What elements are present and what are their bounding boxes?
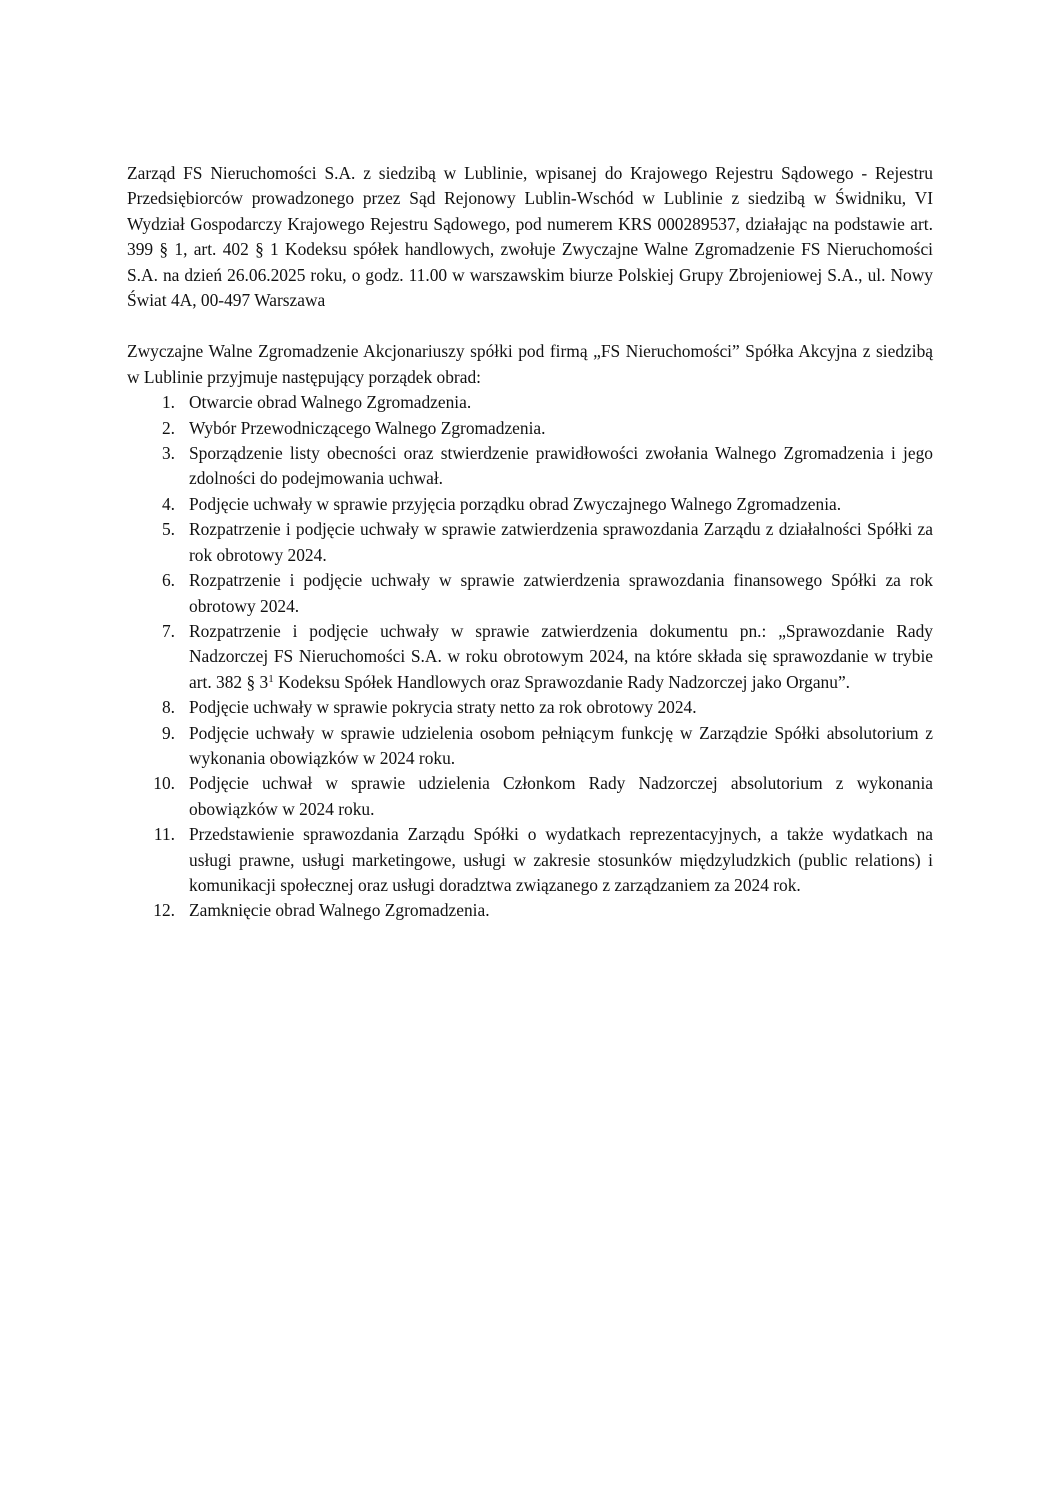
agenda-item	[127, 390, 933, 415]
agenda-item	[127, 416, 933, 441]
agenda-list	[127, 390, 933, 924]
agenda-item	[127, 492, 933, 517]
agenda-item-number: 1.	[161, 392, 175, 413]
agenda-item	[127, 695, 933, 720]
agenda-item-text: Podjęcie uchwały w sprawie pokrycia straty netto za rok obrotowy 2024.	[189, 697, 697, 718]
agenda-item-text: Sporządzenie listy obecności oraz stwierdzenie prawidłowości zwołania Walnego Zgromadzenia i jego zdolności do podejmowania uchwał.	[189, 443, 933, 489]
agenda-item-number: 10.	[153, 773, 175, 794]
superscript-number: 1	[268, 672, 274, 685]
agenda-item	[127, 619, 933, 695]
agenda-item-number: 4.	[161, 493, 175, 514]
agenda-item	[127, 568, 933, 619]
agenda-item-text: Podjęcie uchwały w sprawie przyjęcia porządku obrad Zwyczajnego Walnego Zgromadzenia.	[189, 493, 842, 514]
agenda-intro-paragraph: Zwyczajne Walne Zgromadzenie Akcjonariuszy spółki pod firmą „FS Nieruchomości” Spółka Akcyjna z siedzibą w Lublinie przyjmuje następujący porządek obrad:	[127, 341, 933, 387]
agenda-item-number: 11.	[153, 824, 175, 845]
agenda-item	[127, 517, 933, 568]
agenda-item-text-part: Kodeksu Spółek Handlowych oraz Sprawozdanie Rady Nadzorczej jako Organu”.	[273, 671, 851, 692]
agenda-item-text: Podjęcie uchwały w sprawie udzielenia osobom pełniącym funkcję w Zarządzie Spółki absolutorium z wykonania obowiązków w 2024 roku.	[189, 722, 933, 768]
agenda-item-text: Przedstawienie sprawozdania Zarządu Spółki o wydatkach reprezentacyjnych, a także wydatkach na usługi prawne, usługi marketingowe, usługi w zakresie stosunków międzyludzkich (public relations) i komunikacji społecznej oraz usługi doradztwa związanego z zarządzaniem za 2024 rok.	[189, 824, 933, 895]
agenda-item-number: 7.	[161, 620, 175, 641]
document-page	[127, 161, 933, 924]
agenda-item-number: 6.	[161, 570, 175, 591]
agenda-item-text	[189, 619, 933, 695]
convocation-paragraph: Zarząd FS Nieruchomości S.A. z siedzibą w Lublinie, wpisanej do Krajowego Rejestru Sądowego - Rejestru Przedsiębiorców prowadzonego przez Sąd Rejonowy Lublin-Wschód w Lublinie z siedzibą w Świdniku, VI Wydział Gospodarczy Krajowego Rejestru Sądowego, pod numerem KRS 000289537, działając na podstawie art. 399 § 1, art. 402 § 1 Kodeksu spółek handlowych, zwołuje Zwyczajne Walne Zgromadzenie FS Nieruchomości S.A. na dzień 26.06.2025 roku, o godz. 11.00 w warszawskim biurze Polskiej Grupy Zbrojeniowej S.A., ul. Nowy Świat 4A, 00-497 Warszawa	[127, 163, 933, 311]
agenda-item	[127, 771, 933, 822]
agenda-item-number: 2.	[161, 417, 175, 438]
agenda-item-text: Rozpatrzenie i podjęcie uchwały w sprawie zatwierdzenia sprawozdania Zarządu z działalności Spółki za rok obrotowy 2024.	[189, 519, 933, 565]
agenda-item-number: 3.	[161, 443, 175, 464]
agenda-item	[127, 441, 933, 492]
agenda-item-text-part: Rozpatrzenie i podjęcie uchwały w sprawie zatwierdzenia dokumentu pn.: „Sprawozdanie Rady Nadzorczej FS Nieruchomości S.A. w roku obrotowym 2024, na które składa się sprawozdanie w trybie art. 382 § 3	[189, 620, 933, 692]
agenda-item-number: 8.	[161, 697, 175, 718]
agenda-item	[127, 898, 933, 923]
agenda-item-text: Rozpatrzenie i podjęcie uchwały w sprawie zatwierdzenia sprawozdania finansowego Spółki za rok obrotowy 2024.	[189, 570, 933, 616]
agenda-item	[127, 721, 933, 772]
agenda-item-text: Podjęcie uchwał w sprawie udzielenia Członkom Rady Nadzorczej absolutorium z wykonania obowiązków w 2024 roku.	[189, 773, 933, 819]
agenda-item-number: 5.	[161, 519, 175, 540]
agenda-item	[127, 822, 933, 898]
agenda-item-text: Otwarcie obrad Walnego Zgromadzenia.	[189, 392, 472, 413]
agenda-item-number: 9.	[161, 722, 175, 743]
agenda-item-number: 12.	[153, 900, 175, 921]
agenda-item-text: Zamknięcie obrad Walnego Zgromadzenia.	[189, 900, 490, 921]
agenda-item-text: Wybór Przewodniczącego Walnego Zgromadzenia.	[189, 417, 546, 438]
